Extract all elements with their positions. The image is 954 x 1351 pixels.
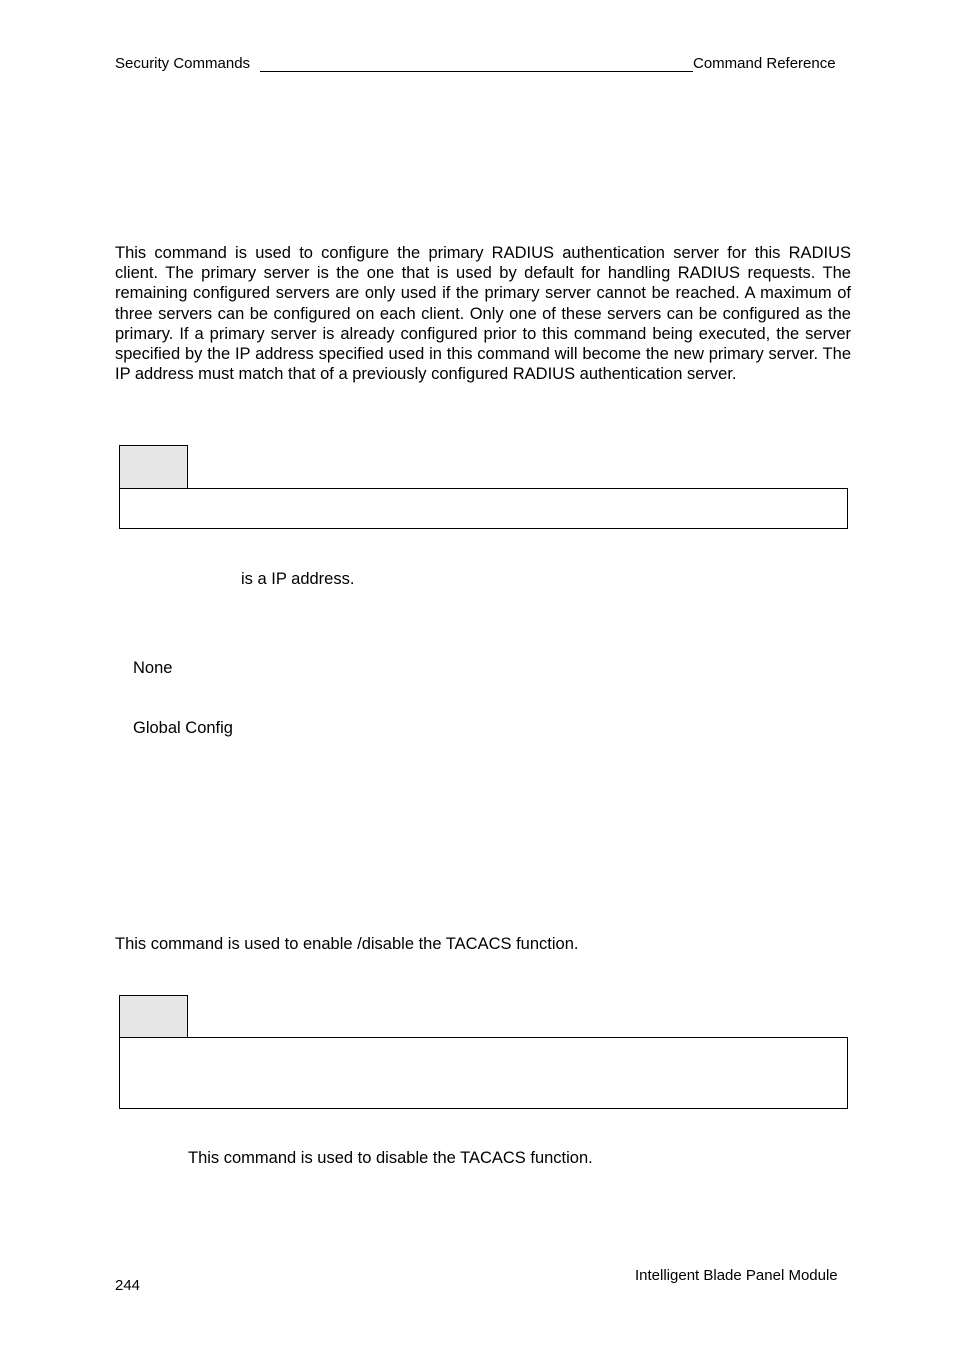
section1-mode-value: Global Config (133, 719, 233, 737)
header-rule (260, 71, 693, 72)
section2-description: This command is used to enable /disable the TACACS function. (115, 935, 579, 953)
section1-default-value: None (133, 659, 173, 677)
header-doc-title: Command Reference (693, 55, 836, 72)
header-section-title: Security Commands (115, 55, 251, 72)
section2-command-box (119, 1037, 848, 1109)
section1-parameter-text: is a IP address. (241, 570, 355, 588)
section1-format-tab (119, 445, 188, 489)
section2-no-form-text: This command is used to disable the TACACS function. (188, 1149, 593, 1167)
section1-description: This command is used to configure the primary RADIUS authentication server for this RADIUS client. The primary server is the one that is used by default for handling RADIUS requests. The remaining configured servers are only used if the primary server cannot be reached. A maximum of three servers can be configured on each client. Only one of these servers can be configured as the primary. If a primary server is already configured prior to this command being executed, the server specified by the IP address specified used in this command will become the new primary server. The IP address must match that of a previously configured RADIUS authentication server. (115, 244, 851, 384)
footer-product-name: Intelligent Blade Panel Module (635, 1267, 838, 1284)
section1-command-box (119, 488, 848, 529)
page-number: 244 (115, 1277, 141, 1294)
section2-format-tab (119, 995, 188, 1038)
